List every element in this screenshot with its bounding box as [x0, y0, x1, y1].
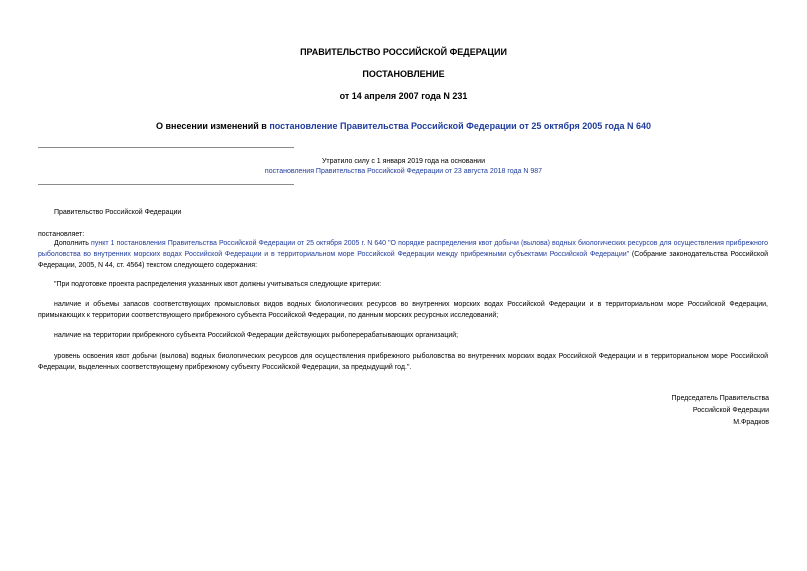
paragraph-3: наличие и объемы запасов соответствующих промысловых видов водных биологических ресурсов во внутренних морских водах Российской Федерации и в территориальном море Российской Федерации, примыкающих к территории соответствующего прибрежного субъекта Российской Федерации, по данным морских ресурсных исследований; [38, 301, 768, 319]
divider-top [38, 147, 294, 148]
date-number-heading: от 14 апреля 2007 года N 231 [339, 91, 468, 101]
doc-type-heading: ПОСТАНОВЛЕНИЕ [362, 69, 445, 79]
status-link[interactable]: постановления Правительства Российской Федерации от 23 августа 2018 года N 987 [264, 168, 543, 175]
p1-start: Дополнить [54, 240, 92, 247]
signature-title: Председатель Правительства [671, 395, 769, 402]
signature-name: М.Фрадков [733, 419, 769, 426]
paragraph-4: наличие на территории прибрежного субъекта Российской Федерации действующих рыбоперерабатывающих организаций; [54, 332, 459, 339]
p1-link[interactable]: пункт 1 постановления Правительства Российской Федерации от 25 октября 2005 г. N 640 "О порядке распределения квот добычи (вылова) водных биологических ресурсов для осуществления прибрежного рыболовства во внутренних морских водах Российской Федерации и в территориальном море Российской Федерации между прибрежными субъектами Российской Федерации" [38, 240, 768, 258]
paragraph-2: "При подготовке проекта распределения указанных квот должны учитываться следующие критерии: [54, 281, 382, 288]
p1-end: (Собрание законодательства Российской Федерации, 2005, N 44, ст. 4564) текстом следующего содержания: [38, 251, 768, 269]
status-line: Утратило силу с 1 января 2019 года на основании [321, 158, 486, 165]
government-line: Правительство Российской Федерации [54, 209, 182, 216]
decides-line: постановляет: [38, 231, 85, 238]
divider-bottom [38, 184, 294, 185]
document-title [0, 121, 807, 131]
signature-block [672, 393, 769, 429]
title-prefix: О внесении изменений в [156, 121, 270, 131]
paragraph-5: уровень освоения квот добычи (вылова) водных биологических ресурсов для осуществления прибрежного рыболовства во внутренних морских водах Российской Федерации и в территориальном море Российской Федерации, выделенных соответствующему прибрежному субъекту Российской Федерации, за предыдущий год.". [38, 353, 768, 371]
org-heading: ПРАВИТЕЛЬСТВО РОССИЙСКОЙ ФЕДЕРАЦИИ [300, 47, 507, 57]
title-link[interactable]: постановление Правительства Российской Федерации от 25 октября 2005 года N 640 [269, 121, 651, 131]
paragraph-1 [38, 238, 768, 271]
signature-country: Российской Федерации [692, 407, 769, 414]
